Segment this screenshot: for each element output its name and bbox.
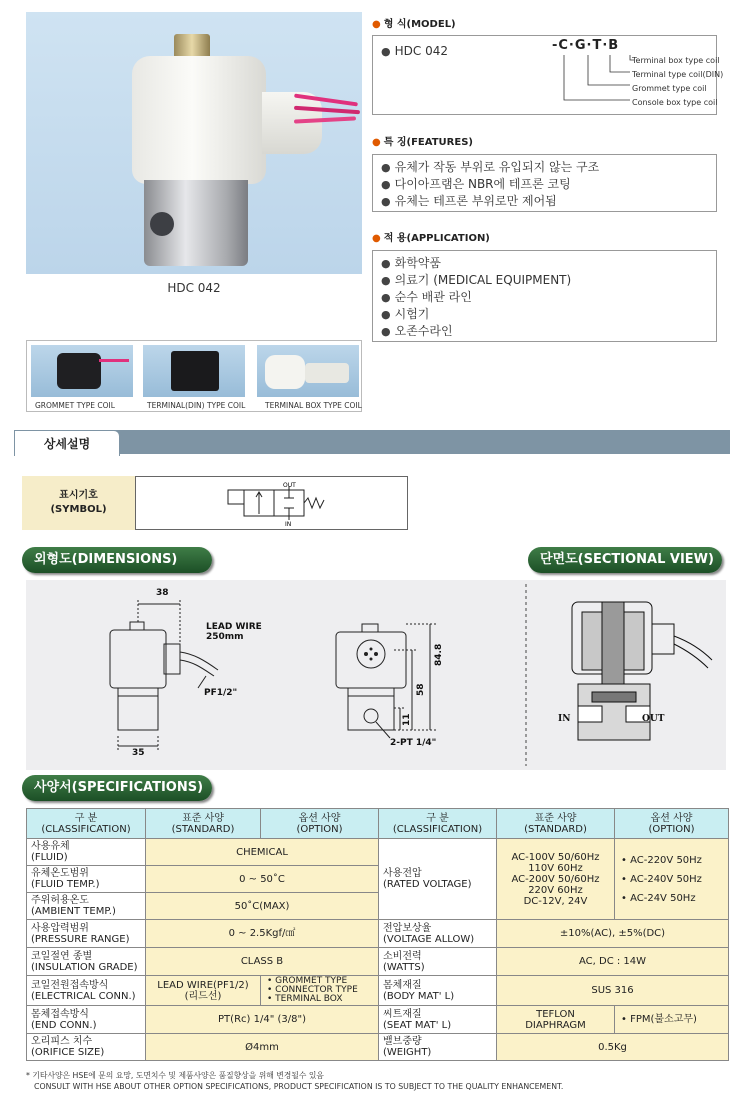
coil-arm-graphic bbox=[262, 92, 322, 154]
spec-value-weight: 0.5Kg bbox=[497, 1034, 729, 1061]
application-item: ● 오존수라인 bbox=[381, 324, 453, 338]
detail-tab[interactable]: 상세설명 bbox=[14, 430, 120, 456]
features-title: 특 징(FEATURES) bbox=[383, 137, 473, 148]
dim-lead-wire: LEAD WIRE bbox=[206, 622, 262, 632]
bullet-icon: ● bbox=[381, 257, 391, 270]
photo-caption: HDC 042 bbox=[167, 281, 221, 295]
spec-value-orifice: Ø4mm bbox=[146, 1034, 379, 1061]
feature-item: ● 유체가 작동 부위로 유입되지 않는 구조 bbox=[381, 160, 600, 174]
symbol-label-ko: 표시기호 bbox=[59, 490, 98, 501]
spec-label-end-conn: 몸체접속방식 (END CONN.) bbox=[27, 1006, 146, 1034]
application-item: ● 순수 배관 라인 bbox=[381, 290, 472, 304]
spec-value-fluid-temp: 0 ~ 50˚C bbox=[146, 866, 379, 893]
spec-value-end-conn: PT(Rc) 1/4" (3/8") bbox=[146, 1006, 379, 1034]
table-row bbox=[27, 920, 729, 948]
model-title: 형 식(MODEL) bbox=[383, 19, 456, 30]
table-row bbox=[27, 1006, 729, 1034]
spec-label-insulation: 코일절연 종별 (INSULATION GRADE) bbox=[27, 948, 146, 976]
spec-value-voltage-std: AC-100V 50/60Hz 110V 60Hz AC-200V 50/60Hz 220V 60Hz DC-12V, 24V bbox=[497, 839, 615, 920]
spec-value-fluid: CHEMICAL bbox=[146, 839, 379, 866]
bullet-icon: ● bbox=[381, 325, 391, 338]
coil-type-thumbnails bbox=[26, 340, 362, 412]
grommet-coil-caption: GROMMET TYPE COIL bbox=[35, 401, 115, 410]
head-classification: 구 분 (CLASSIFICATION) bbox=[27, 809, 146, 839]
dim-2pt: 2-PT 1/4" bbox=[390, 738, 437, 748]
specifications-header: 사양서(SPECIFICATIONS) bbox=[22, 775, 212, 801]
valve-port-graphic bbox=[150, 212, 174, 236]
spec-value-body: SUS 316 bbox=[497, 976, 729, 1006]
model-section-title bbox=[372, 15, 456, 30]
bullet-icon: ● bbox=[381, 291, 391, 304]
features-section-title bbox=[372, 133, 473, 148]
footnote-ko: * 기타사양은 HSE에 문의 요망, 도면치수 및 제품사양은 품질향상을 위해 변경될수 있음 bbox=[26, 1071, 324, 1080]
bullet-icon: ● bbox=[381, 45, 391, 58]
spec-label-seat: 씨트재질 (SEAT MAT' L) bbox=[379, 1006, 497, 1034]
head-standard: 표준 사양 (STANDARD) bbox=[497, 809, 615, 839]
dimension-drawing-svg bbox=[26, 580, 726, 770]
bullet-icon: ● bbox=[381, 161, 391, 174]
bullet-icon: ● bbox=[381, 178, 391, 191]
head-standard: 표준 사양 (STANDARD) bbox=[146, 809, 261, 839]
product-photo bbox=[26, 12, 362, 274]
symbol-label-en: (SYMBOL) bbox=[50, 504, 107, 515]
spec-label-pressure: 사용압력범위 (PRESSURE RANGE) bbox=[27, 920, 146, 948]
detail-header-bar bbox=[14, 430, 730, 454]
valve-symbol-diagram bbox=[140, 478, 400, 528]
bullet-icon: ● bbox=[381, 195, 391, 208]
spec-value-voltage-opt: • AC-220V 50Hz • AC-240V 50Hz • AC-24V 50Hz bbox=[615, 839, 729, 920]
symbol-label bbox=[22, 476, 136, 530]
feature-item: ● 유체는 테프론 부위로만 제어됨 bbox=[381, 194, 557, 208]
spec-label-body: 몸체재질 (BODY MAT' L) bbox=[379, 976, 497, 1006]
spec-label-weight: 밸브중량 (WEIGHT) bbox=[379, 1034, 497, 1061]
dim-lead-length: 250mm bbox=[206, 632, 244, 642]
application-item: ● 시험기 bbox=[381, 307, 430, 321]
spec-value-electrical-std: LEAD WIRE(PF1/2) (리드선) bbox=[146, 976, 261, 1006]
head-option: 옵션 사양 (OPTION) bbox=[615, 809, 729, 839]
din-coil-caption: TERMINAL(DIN) TYPE COIL bbox=[147, 401, 246, 410]
dimensions-header: 외형도(DIMENSIONS) bbox=[22, 547, 212, 573]
model-code: -C·G·T·B bbox=[552, 38, 620, 53]
application-item: ● 의료기 (MEDICAL EQUIPMENT) bbox=[381, 273, 572, 287]
spec-value-pressure: 0 ~ 2.5Kgf/㎠ bbox=[146, 920, 379, 948]
features-box bbox=[372, 154, 717, 212]
legend-console-box: Console box type coil bbox=[632, 98, 718, 107]
bullet-icon: ● bbox=[372, 137, 381, 148]
bullet-icon: ● bbox=[372, 233, 381, 244]
spec-value-seat-std: TEFLON DIAPHRAGM bbox=[497, 1006, 615, 1034]
spec-table bbox=[26, 808, 729, 1061]
spec-label-voltage: 사용전압 (RATED VOLTAGE) bbox=[379, 839, 497, 920]
head-option: 옵션 사양 (OPTION) bbox=[261, 809, 379, 839]
head-classification: 구 분 (CLASSIFICATION) bbox=[379, 809, 497, 839]
spec-label-watts: 소비전력 (WATTS) bbox=[379, 948, 497, 976]
terminal-box-coil-caption: TERMINAL BOX TYPE COIL bbox=[265, 401, 362, 410]
model-name: HDC 042 bbox=[394, 44, 448, 58]
spec-header-row bbox=[27, 809, 729, 839]
spec-label-ambient-temp: 주위허용온도 (AMBIENT TEMP.) bbox=[27, 893, 146, 920]
coil-body-graphic bbox=[132, 56, 266, 184]
spec-value-ambient-temp: 50˚C(MAX) bbox=[146, 893, 379, 920]
bullet-icon: ● bbox=[381, 308, 391, 321]
application-item: ● 화학약품 bbox=[381, 256, 441, 270]
spec-label-fluid-temp: 유체온도범위 (FLUID TEMP.) bbox=[27, 866, 146, 893]
dim-35: 35 bbox=[132, 748, 145, 758]
symbol-out-label: OUT bbox=[283, 482, 296, 489]
application-section-title bbox=[372, 229, 490, 244]
application-box bbox=[372, 250, 717, 342]
footnote bbox=[26, 1070, 563, 1092]
application-title: 적 용(APPLICATION) bbox=[383, 233, 490, 244]
sectional-header: 단면도(SECTIONAL VIEW) bbox=[528, 547, 722, 573]
dim-84-8: 84.8 bbox=[434, 643, 444, 666]
spec-value-insulation: CLASS B bbox=[146, 948, 379, 976]
table-row bbox=[27, 976, 729, 1006]
symbol-in-label: IN bbox=[285, 521, 292, 528]
spec-value-watts: AC, DC : 14W bbox=[497, 948, 729, 976]
feature-item: ● 다이아프램은 NBR에 테프론 코팅 bbox=[381, 177, 571, 191]
legend-terminal-box: Terminal box type coil bbox=[632, 56, 720, 65]
section-out-label: OUT bbox=[642, 714, 665, 724]
dimension-drawing-area bbox=[26, 580, 726, 770]
dim-38: 38 bbox=[156, 588, 169, 598]
bullet-icon: ● bbox=[381, 274, 391, 287]
din-coil-image bbox=[143, 345, 245, 397]
dim-pf: PF1/2" bbox=[204, 688, 238, 698]
table-row bbox=[27, 948, 729, 976]
terminal-box-coil-image bbox=[257, 345, 359, 397]
spec-label-orifice: 오리피스 치수 (ORIFICE SIZE) bbox=[27, 1034, 146, 1061]
dim-58: 58 bbox=[416, 683, 426, 696]
section-in-label: IN bbox=[558, 714, 571, 724]
spec-value-electrical-opt: • GROMMET TYPE • CONNECTOR TYPE • TERMINAL BOX bbox=[261, 976, 379, 1006]
spec-value-voltage-allow: ±10%(AC), ±5%(DC) bbox=[497, 920, 729, 948]
footnote-en: CONSULT WITH HSE ABOUT OTHER OPTION SPECIFICATIONS, PRODUCT SPECIFICATION IS TO SUBJECT TO THE QUALITY ENHANCEMENT. bbox=[34, 1082, 564, 1091]
table-row bbox=[27, 839, 729, 866]
table-row bbox=[27, 1034, 729, 1061]
spec-label-fluid: 사용유체 (FLUID) bbox=[27, 839, 146, 866]
spec-label-voltage-allow: 전압보상율 (VOLTAGE ALLOW) bbox=[379, 920, 497, 948]
bullet-icon: ● bbox=[372, 19, 381, 30]
spec-label-electrical: 코일전원접속방식 (ELECTRICAL CONN.) bbox=[27, 976, 146, 1006]
legend-grommet: Grommet type coil bbox=[632, 84, 707, 93]
legend-terminal-din: Terminal type coil(DIN) bbox=[632, 70, 724, 79]
dim-11: 11 bbox=[402, 713, 412, 726]
grommet-coil-image bbox=[31, 345, 133, 397]
spec-value-seat-opt: • FPM(불소고무) bbox=[615, 1006, 729, 1034]
